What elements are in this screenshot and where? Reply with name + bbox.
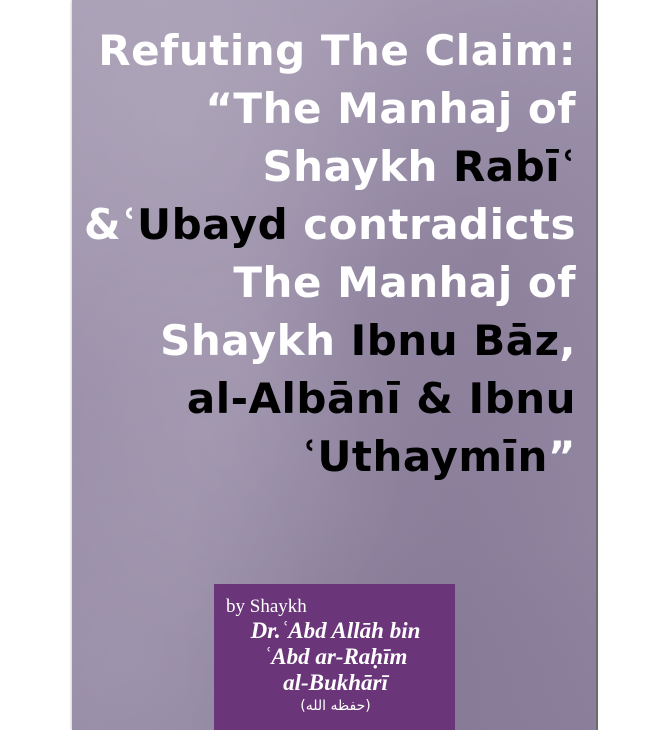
title-highlight-name: al-Albānī & Ibnu	[186, 374, 576, 423]
author-by-label: by Shaykh	[226, 596, 307, 617]
title-text: &ʿ	[83, 200, 137, 249]
title-highlight-name: Rabīʿ	[452, 142, 576, 191]
title-highlight-name: ʿUthaymīn	[301, 432, 548, 481]
author-name-line-2: ʿAbd ar-Raḥīm	[263, 644, 408, 669]
title-text: “The Manhaj of	[205, 84, 576, 133]
author-honorific: (حفظه الله)	[300, 698, 371, 714]
author-name-line-1: Dr.ʿAbd Allāh bin	[250, 618, 421, 643]
title-text: Refuting The Claim:	[98, 26, 576, 75]
page-edge	[596, 0, 598, 730]
author-name-line-3: al-Bukhārī	[283, 670, 388, 695]
author-box	[214, 584, 455, 730]
title-line-1	[76, 22, 576, 80]
title-text: The Manhaj of	[233, 258, 576, 307]
title-line-6	[76, 312, 576, 370]
title-line-2	[76, 80, 576, 138]
title-text: Shaykh	[262, 142, 453, 191]
title-text: ”	[547, 432, 576, 481]
title-line-4	[76, 196, 576, 254]
title-text: ,	[559, 316, 576, 365]
title-line-3	[76, 138, 576, 196]
title-highlight-name: Ubayd	[136, 200, 289, 249]
cover-title	[76, 22, 576, 486]
title-text: contradicts	[288, 200, 576, 249]
title-line-7	[76, 370, 576, 428]
title-highlight-name: Ibnu Bāz	[350, 316, 560, 365]
title-line-5	[76, 254, 576, 312]
title-text: Shaykh	[160, 316, 351, 365]
book-cover-page	[72, 0, 596, 730]
title-line-8	[76, 428, 576, 486]
